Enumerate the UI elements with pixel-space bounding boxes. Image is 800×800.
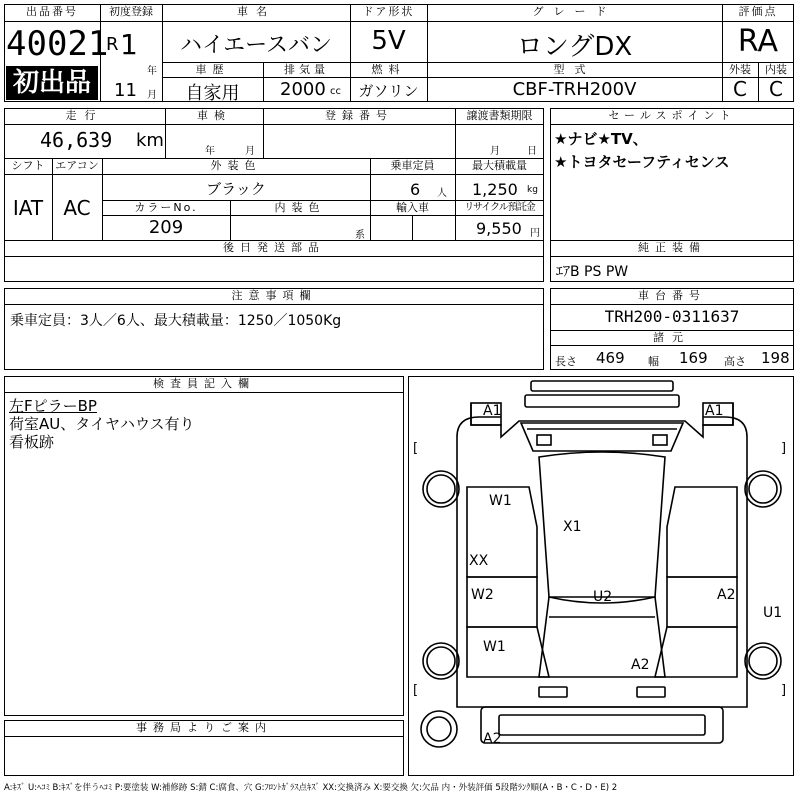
capacity-label: 乗車定員	[390, 159, 435, 172]
recycle-unit: 円	[530, 228, 540, 239]
bracket-open-top: [	[413, 441, 419, 456]
inspection-label: 車検	[197, 109, 231, 122]
lot-number-label: 出品番号	[26, 5, 78, 18]
mileage: 46,639	[40, 128, 113, 152]
recycle-label: リサイクル預託金	[464, 202, 535, 213]
inspector-line-1: 左FピラーBP	[9, 397, 97, 415]
fuel-label: 燃料	[371, 63, 406, 76]
damage-mark-w1-rear: W1	[483, 639, 506, 655]
maxload: 1,250	[472, 180, 518, 199]
sales-point-1: ★ナビ★TV、	[554, 130, 648, 148]
displacement-label: 排気量	[284, 63, 329, 76]
bracket-close-bottom: ]	[781, 683, 787, 698]
color: ブラック	[206, 180, 266, 198]
inspection-year-unit: 年	[205, 146, 215, 157]
damage-mark-a1-left: A1	[483, 403, 502, 419]
first-listing-badge: 初出品	[6, 66, 98, 100]
ac: AC	[63, 196, 91, 220]
grade: ロングDX	[516, 32, 633, 62]
model-code-label: 型式	[553, 63, 596, 76]
ac-label: エアコン	[55, 159, 99, 172]
shift-label: シフト	[11, 159, 45, 172]
inspector-line-2: 荷室AU、タイヤハウス有り	[9, 415, 195, 433]
fuel: ガソリン	[358, 82, 419, 100]
specs-label: 諸元	[653, 331, 691, 344]
color-no-label: カラーNo.	[134, 201, 198, 214]
door-label: ドア形状	[362, 5, 415, 18]
chassis-label: 車台番号	[638, 289, 706, 302]
maxload-label: 最大積載量	[472, 159, 527, 172]
length: 469	[596, 349, 625, 367]
interior-grade-label: 内装	[765, 63, 787, 76]
damage-mark-w1-front: W1	[489, 493, 512, 509]
history-label: 車歴	[195, 63, 230, 76]
color-label: 外装色	[210, 159, 262, 172]
door-type: 5V	[371, 26, 406, 56]
mileage-unit: km	[136, 130, 164, 151]
sales-label: セールスポイント	[608, 109, 736, 122]
capacity: 6	[410, 180, 421, 199]
inspection-month-unit: 月	[245, 146, 255, 157]
exterior-grade-label: 外装	[729, 63, 751, 76]
history: 自家用	[185, 83, 240, 104]
bracket-open-bottom: [	[413, 683, 419, 698]
shift: IAT	[12, 196, 44, 220]
first-reg-year: 1	[120, 28, 138, 61]
car-diagram	[408, 376, 794, 776]
damage-mark-a2-rear: A2	[631, 657, 650, 673]
recycle: 9,550	[476, 219, 522, 238]
first-reg-month: 11	[114, 80, 137, 101]
equipment: ｴｱB PS PW	[556, 264, 629, 280]
damage-mark-u2: U2	[593, 589, 613, 605]
mileage-label: 走行	[65, 109, 104, 122]
legend: A:ｷｽﾞ U:ﾍｺﾐ B:ｷｽﾞを伴うﾍｺﾐ P:要塗装 W:補修跡 S:錆 C:腐食、穴 G:ﾌﾛﾝﾄｶﾞﾗｽ点ｷｽﾞ XX:交換済み X:要交換 欠:欠品 内・外装評価 5段階ﾗﾝｸ順(A・B・C・D・E) 2	[4, 783, 618, 793]
office-label: 事務局よりご案内	[136, 721, 272, 734]
damage-mark-x1: X1	[563, 519, 582, 535]
caution-label: 注意事項欄	[231, 289, 317, 302]
chassis-number: TRH200-0311637	[604, 307, 740, 326]
interior-color-label: 内装色	[274, 201, 326, 214]
plate-label: 登録番号	[325, 109, 393, 122]
damage-mark-u1: U1	[763, 605, 783, 621]
bracket-close-top: ]	[781, 441, 787, 456]
year-unit: 年	[147, 66, 157, 77]
damage-mark-xx: XX	[469, 553, 489, 569]
transfer-day-unit: 日	[527, 146, 537, 157]
later-parts-label: 後日発送部品	[223, 241, 325, 254]
car-name-label: 車名	[237, 5, 275, 18]
length-label: 長さ	[555, 355, 577, 368]
transfer-month-unit: 月	[490, 146, 500, 157]
interior-color-unit: 系	[355, 230, 365, 241]
score-label: 評価点	[738, 5, 778, 18]
damage-mark-a2-right: A2	[717, 587, 736, 603]
model-code: CBF-TRH200V	[512, 79, 637, 100]
height: 198	[761, 349, 790, 367]
first-reg-label: 初度登録	[109, 5, 153, 18]
color-no: 209	[148, 217, 184, 238]
height-label: 高さ	[724, 355, 746, 368]
grade-label: グレード	[532, 5, 617, 18]
width: 169	[679, 349, 708, 367]
car-name: ハイエースバン	[179, 33, 333, 58]
displacement-unit: cc	[330, 86, 341, 97]
import-label: 輸入車	[396, 201, 429, 214]
car-outline	[409, 377, 795, 777]
displacement: 2000	[280, 79, 326, 100]
transfer-label: 譲渡書類期限	[466, 109, 533, 122]
month-unit: 月	[147, 90, 157, 101]
maxload-unit: kg	[527, 185, 538, 195]
interior-grade: C	[769, 77, 783, 101]
damage-mark-a1-right: A1	[705, 403, 724, 419]
lot-number: 40021	[6, 24, 109, 64]
equipment-label: 純正装備	[638, 241, 706, 254]
exterior-grade: C	[733, 77, 747, 101]
caution-text: 乗車定員：3人／6人、最大積載量：1250／1050Kg	[10, 313, 342, 329]
capacity-unit: 人	[437, 188, 447, 199]
width-label: 幅	[648, 355, 659, 368]
inspector-label: 検査員記入欄	[153, 377, 255, 390]
damage-mark-w2: W2	[471, 587, 494, 603]
inspector-line-3: 看板跡	[9, 433, 55, 451]
era-letter: R	[106, 34, 119, 55]
damage-mark-a2-bottom: A2	[483, 731, 502, 747]
score: RA	[737, 24, 779, 59]
sales-point-2: ★トヨタセーフティセンス	[554, 153, 730, 171]
